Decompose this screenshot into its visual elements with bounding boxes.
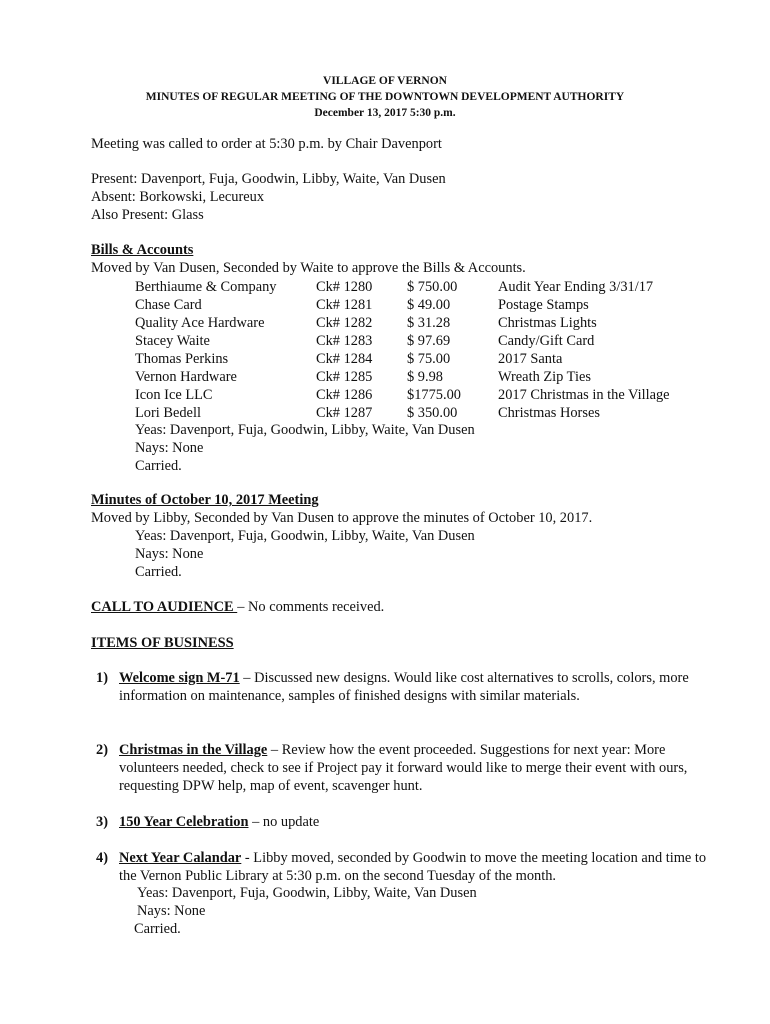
bill-amount: $ 49.00 (407, 297, 451, 313)
business-carried: Carried. (134, 921, 181, 937)
item-title: Next Year Calandar (119, 850, 242, 866)
bill-check-number: Ck# 1282 (316, 315, 373, 331)
bill-check-number: Ck# 1287 (316, 405, 373, 421)
item-text: – Discussed new designs. Would like cost alternatives to scrolls, colors, more information on maintenance, samples of finished designs with similar materials. (119, 670, 689, 704)
bill-payee: Icon Ice LLC (135, 387, 213, 403)
item-text: – Review how the event proceeded. Suggestions for next year: More volunteers needed, check to see if Project pay it forward would like to merge their event with ours, requesting DPW help, map of event, scavenger hunt. (119, 742, 688, 794)
bill-row (135, 368, 735, 386)
bill-check-number: Ck# 1280 (316, 279, 373, 295)
business-item-christmas (119, 741, 719, 795)
item-number: 1) (96, 670, 108, 686)
item-text: - Libby moved, seconded by Goodwin to move the meeting location and time to the Vernon Public Library at 5:30 p.m. on the second Tuesday of the month. (119, 850, 707, 884)
bill-payee: Lori Bedell (135, 405, 201, 421)
minutes-motion: Moved by Libby, Seconded by Van Dusen to approve the minutes of October 10, 2017. (91, 510, 593, 526)
bill-payee: Berthiaume & Company (135, 279, 277, 295)
bill-check-number: Ck# 1286 (316, 387, 373, 403)
bill-check-number: Ck# 1284 (316, 351, 373, 367)
call-to-audience (91, 598, 384, 616)
bill-row (135, 404, 735, 422)
call-to-order: Meeting was called to order at 5:30 p.m. by Chair Davenport (91, 136, 442, 152)
bill-amount: $ 9.98 (407, 369, 443, 385)
business-item-celebration (119, 813, 719, 831)
bill-amount: $1775.00 (407, 387, 461, 403)
bill-description: Christmas Horses (498, 405, 600, 421)
item-number: 2) (96, 742, 108, 758)
bill-amount: $ 75.00 (407, 351, 451, 367)
bill-description: Postage Stamps (498, 297, 589, 313)
item-title: Welcome sign M-71 (119, 670, 240, 686)
minutes-carried: Carried. (135, 564, 182, 580)
minutes-nays: Nays: None (135, 546, 204, 562)
bill-description: 2017 Christmas in the Village (498, 387, 670, 403)
item-title: Christmas in the Village (119, 742, 268, 758)
bill-payee: Chase Card (135, 297, 202, 313)
item-number: 4) (96, 850, 108, 866)
bill-row (135, 296, 735, 314)
business-heading: ITEMS OF BUSINESS (91, 635, 234, 651)
bill-amount: $ 750.00 (407, 279, 458, 295)
bill-payee: Stacey Waite (135, 333, 210, 349)
item-title: 150 Year Celebration (119, 814, 249, 830)
bills-motion: Moved by Van Dusen, Seconded by Waite to approve the Bills & Accounts. (91, 260, 526, 276)
bill-description: Audit Year Ending 3/31/17 (498, 279, 654, 295)
village-title: VILLAGE OF VERNON (323, 75, 447, 87)
bill-description: Wreath Zip Ties (498, 369, 591, 385)
business-item-welcome-sign (119, 669, 719, 705)
bills-carried: Carried. (135, 458, 182, 474)
present-list: Present: Davenport, Fuja, Goodwin, Libby, Waite, Van Dusen (91, 171, 446, 187)
bill-check-number: Ck# 1283 (316, 333, 373, 349)
minutes-heading: Minutes of October 10, 2017 Meeting (91, 492, 319, 508)
item-number: 3) (96, 814, 108, 830)
bill-description: Christmas Lights (498, 315, 597, 331)
bills-nays: Nays: None (135, 440, 204, 456)
item-text: – no update (248, 814, 320, 830)
also-present: Also Present: Glass (91, 207, 204, 223)
absent-list: Absent: Borkowski, Lecureux (91, 189, 265, 205)
bill-payee: Quality Ace Hardware (135, 315, 265, 331)
bill-description: Candy/Gift Card (498, 333, 595, 349)
bill-payee: Vernon Hardware (135, 369, 237, 385)
business-yeas: Yeas: Davenport, Fuja, Goodwin, Libby, Waite, Van Dusen (137, 885, 477, 901)
bill-payee: Thomas Perkins (135, 351, 229, 367)
bill-row (135, 332, 735, 350)
bill-amount: $ 97.69 (407, 333, 451, 349)
bill-check-number: Ck# 1285 (316, 369, 373, 385)
minutes-title: MINUTES OF REGULAR MEETING OF THE DOWNTOWN DEVELOPMENT AUTHORITY (145, 91, 625, 103)
bill-row (135, 314, 735, 332)
audience-heading: CALL TO AUDIENCE (91, 599, 238, 615)
minutes-yeas: Yeas: Davenport, Fuja, Goodwin, Libby, Waite, Van Dusen (135, 528, 475, 544)
audience-text: – No comments received. (237, 599, 385, 615)
bill-row (135, 350, 735, 368)
bill-check-number: Ck# 1281 (316, 297, 373, 313)
bill-description: 2017 Santa (498, 351, 563, 367)
business-nays: Nays: None (137, 903, 206, 919)
meeting-date: December 13, 2017 5:30 p.m. (314, 107, 456, 119)
bill-row (135, 386, 735, 404)
bill-row (135, 278, 735, 296)
bills-yeas: Yeas: Davenport, Fuja, Goodwin, Libby, Waite, Van Dusen (135, 422, 475, 438)
business-item-calendar (119, 849, 719, 885)
bill-amount: $ 31.28 (407, 315, 451, 331)
bill-amount: $ 350.00 (407, 405, 458, 421)
bills-heading: Bills & Accounts (91, 242, 194, 258)
